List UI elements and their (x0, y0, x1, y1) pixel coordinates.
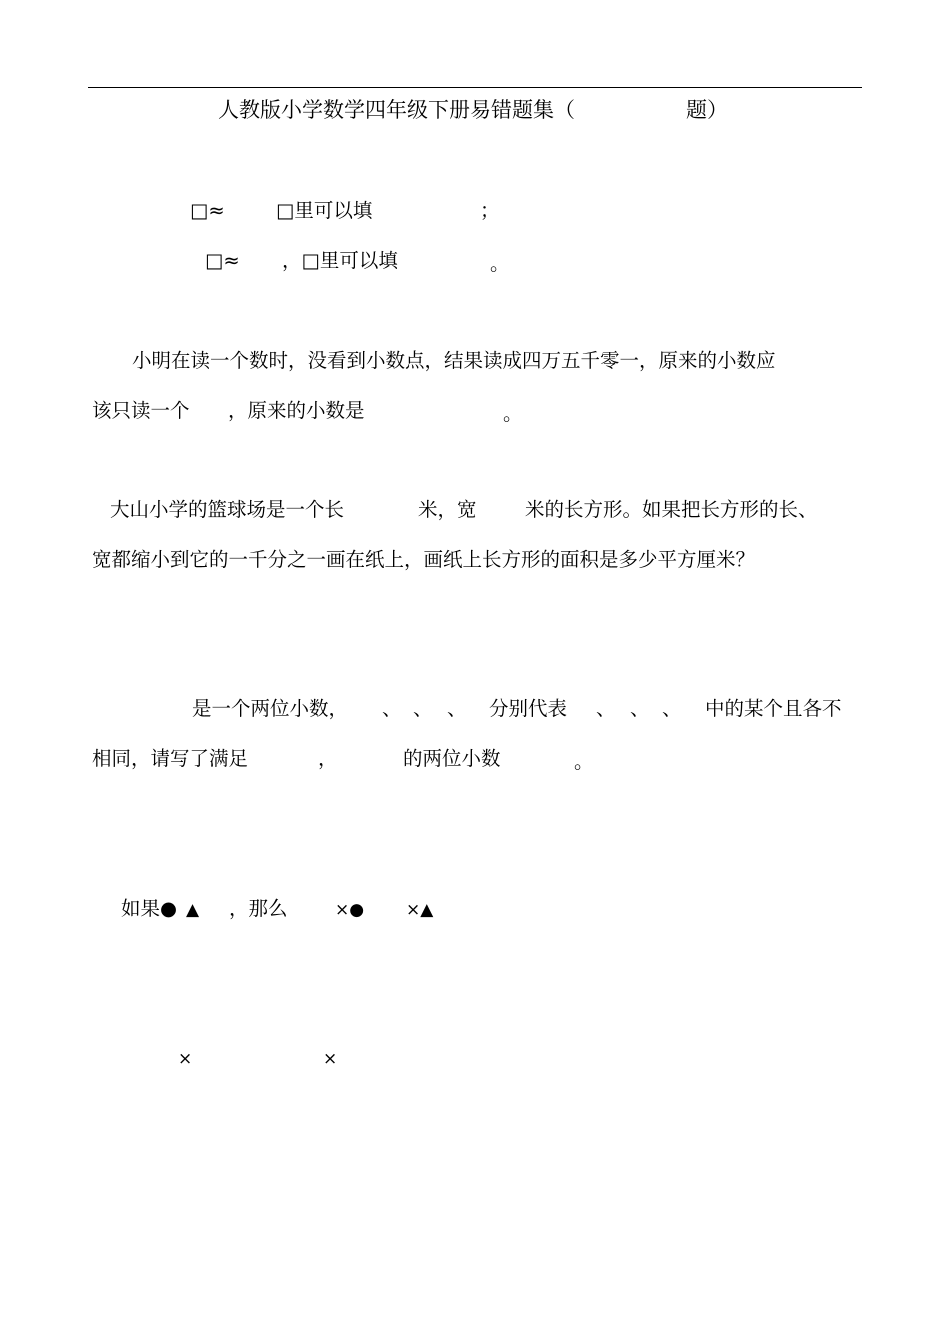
q4-separator: 、 (596, 697, 616, 720)
page-title-end: 题） (686, 98, 728, 122)
q4-line2-comma: ， (318, 747, 338, 770)
q3-line1-start: 大山小学的篮球场是一个长 (110, 498, 345, 521)
q2-line2-start: 该只读一个 (92, 399, 190, 422)
q4-line1-middle: 分别代表 (489, 697, 568, 720)
q4-line2-middle: 的两位小数 (403, 747, 501, 770)
q4-separator: 、 (662, 697, 682, 720)
q5-times-circle: ×● (335, 900, 365, 920)
q2-line2-end: 。 (503, 402, 523, 425)
q6-times-sign: × (178, 1049, 193, 1069)
q1-line1-end: ； (480, 199, 500, 222)
q4-separator: 、 (447, 697, 467, 720)
q5-then: ，那么 (229, 897, 288, 920)
q1-line2-end: 。 (490, 252, 510, 275)
q5-condition: 如果● (121, 897, 178, 920)
page-title: 人教版小学数学四年级下册易错题集（ (218, 98, 575, 122)
q4-separator: 、 (413, 697, 433, 720)
q1-line1-text: □里可以填 (276, 199, 373, 222)
q1-line2-text: ，□里可以填 (282, 249, 398, 272)
q3-line2: 宽都缩小到它的一千分之一画在纸上，画纸上长方形的面积是多少平方厘米？ (92, 548, 756, 571)
q3-line1-middle: 米，宽 (418, 498, 477, 521)
q1-line2-symbol: □≈ (205, 249, 240, 272)
q2-line1: 小明在读一个数时，没看到小数点，结果读成四万五千零一，原来的小数应 (132, 349, 776, 372)
q2-line2-middle: ，原来的小数是 (228, 399, 365, 422)
header-rule (88, 87, 862, 88)
q5-times-triangle: ×▲ (406, 900, 434, 920)
q3-line1-end: 米的长方形。如果把长方形的长、 (525, 498, 818, 521)
q6-times-sign: × (323, 1049, 338, 1069)
q4-separator: 、 (630, 697, 650, 720)
q4-separator: 、 (382, 697, 402, 720)
q5-triangle-symbol: ▲ (186, 900, 200, 920)
q4-line2-start: 相同，请写了满足 (92, 747, 249, 770)
q1-line1-symbol: □≈ (190, 199, 225, 222)
q4-line1-start: 是一个两位小数， (192, 697, 349, 720)
q4-line2-end: 。 (574, 750, 594, 773)
q4-line1-end: 中的某个且各不 (705, 697, 842, 720)
